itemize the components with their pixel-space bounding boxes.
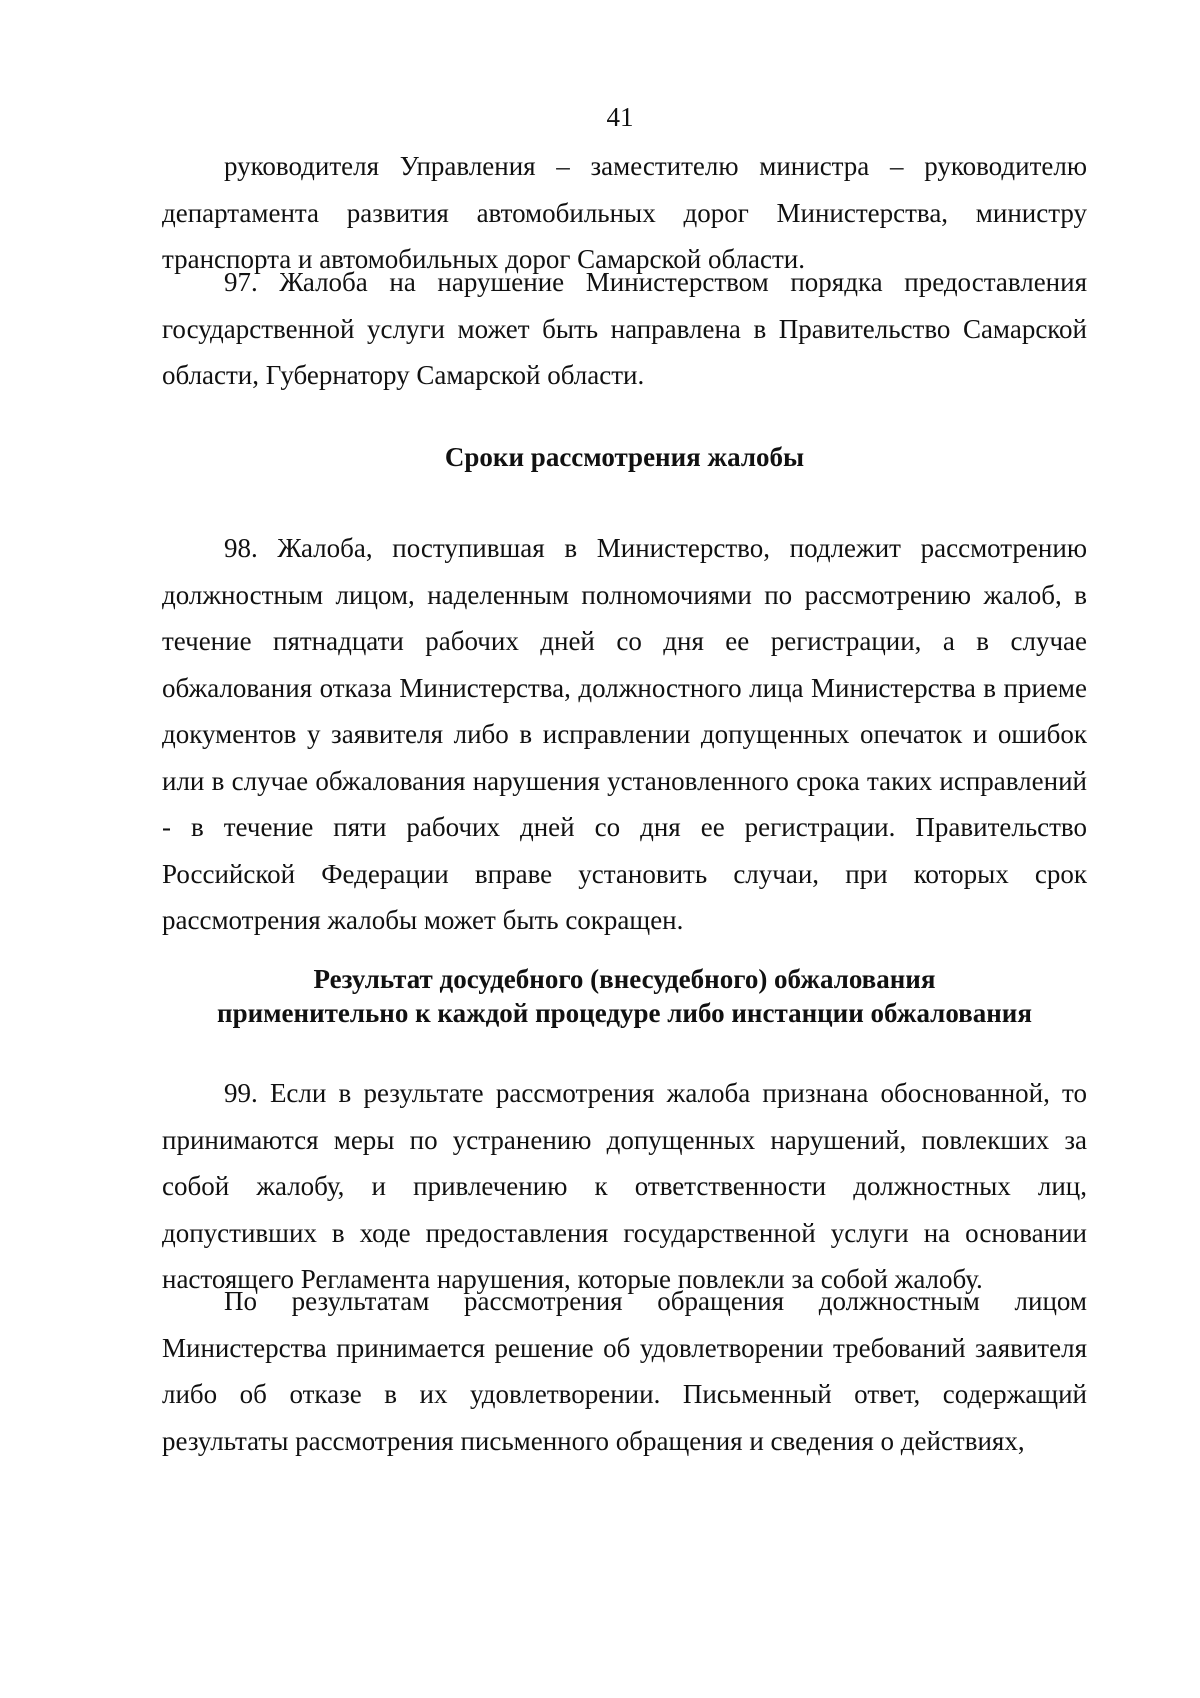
- heading-appeal-result-line2: применительно к каждой процедуре либо инстанции обжалования: [217, 998, 1032, 1028]
- page-number: 41: [606, 102, 634, 132]
- paragraph-97: 97. Жалоба на нарушение Министерством порядка предоставления государственной услуги может быть направлена в Правительство Самарской области, Губернатору Самарской области.: [162, 267, 1087, 390]
- paragraph-99: 99. Если в результате рассмотрения жалоба признана обоснованной, то принимаются меры по устранению допущенных нарушений, повлекших за собой жалобу, и привлечению к ответственности должностных лиц, допустивших в ходе предоставления государственной услуги на основании настоящего Регламента нарушения, которые повлекли за собой жалобу.: [162, 1078, 1087, 1294]
- heading-complaint-terms: Сроки рассмотрения жалобы: [444, 442, 805, 472]
- paragraph-results: По результатам рассмотрения обращения должностным лицом Министерства принимается решение об удовлетворении требований заявителя либо об отказе в их удовлетворении. Письменный ответ, содержащий результаты рассмотрения письменного обращения и сведения о действиях,: [162, 1286, 1087, 1456]
- paragraph-continuation: руководителя Управления – заместителю министра – руководителю департамента развития автомобильных дорог Министерства, министру транспорта и автомобильных дорог Самарской области.: [162, 151, 1087, 274]
- paragraph-98: 98. Жалоба, поступившая в Министерство, подлежит рассмотрению должностным лицом, наделенным полномочиями по рассмотрению жалоб, в течение пятнадцати рабочих дней со дня ее регистрации, а в случае обжалования отказа Министерства, должностного лица Министерства в приеме документов у заявителя либо в исправлении допущенных опечаток и ошибок или в случае обжалования нарушения установленного срока таких исправлений - в течение пяти рабочих дней со дня ее регистрации. Правительство Российской Федерации вправе установить случаи, при которых срок рассмотрения жалобы может быть сокращен.: [162, 533, 1087, 935]
- heading-appeal-result-line1: Результат досудебного (внесудебного) обжалования: [313, 964, 936, 994]
